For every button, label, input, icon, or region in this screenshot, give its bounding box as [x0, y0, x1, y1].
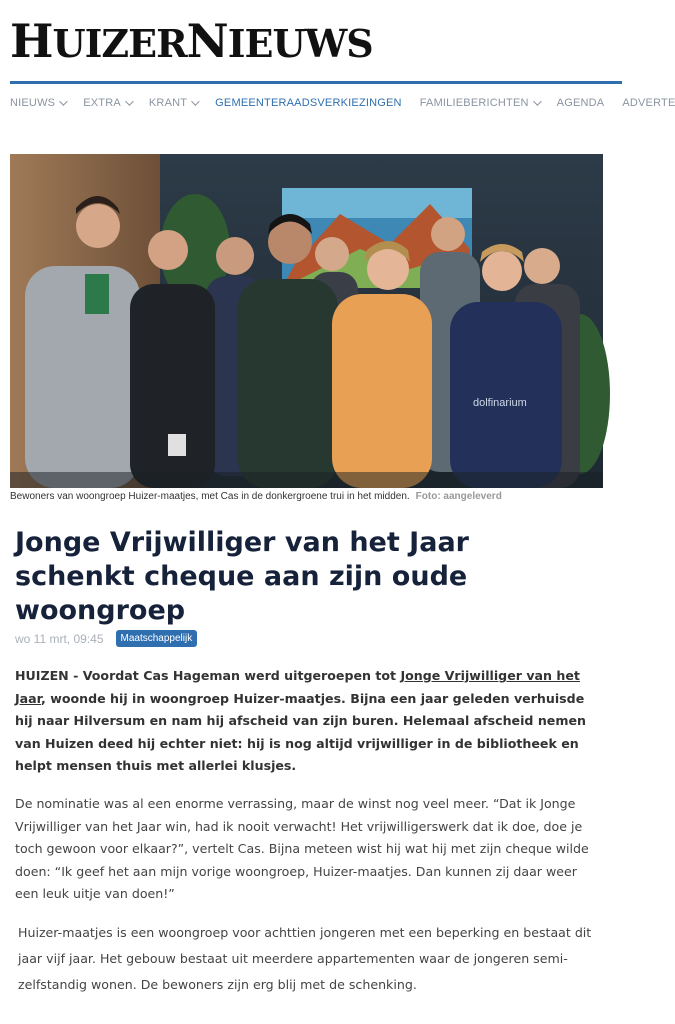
chevron-down-icon	[533, 97, 541, 105]
nav-label: ADVERTE	[622, 97, 675, 109]
nav-item-gemeenteraadsverkiezingen[interactable]	[215, 94, 402, 112]
article-paragraph-3: Huizer-maatjes is een woongroep voor achttien jongeren met een beperking en bestaat dit jaar vijf jaar. Het gebouw bestaat uit meerdere appartementen waar de jongeren semi-zelfstandig wonen. De bewoners zijn erg blij met de schenking.	[18, 925, 592, 992]
nav-label: KRANT	[148, 97, 188, 109]
chevron-down-icon	[125, 97, 133, 105]
logo-part-uizer: UIZER	[52, 21, 187, 66]
caption-text: Bewoners van woongroep Huizer-maatjes, met Cas in de donkergroene trui in het midden.	[10, 491, 410, 502]
nav-label: NIEUWS	[10, 97, 56, 109]
nav-divider	[10, 81, 622, 84]
article-lead	[15, 665, 590, 778]
article-meta	[15, 630, 197, 647]
photo-caption	[10, 491, 610, 502]
lead-text-end: , woonde hij in woongroep Huizer-maatjes. Bijna een jaar geleden verhuisde hij naar Hilversum en nam hij afscheid van zijn buren. Helemaal afscheid nemen van Huizen deed hij echter niet: hij is nog altijd vrijwilliger in de bibliotheek en helpt mensen thuis met allerlei klusjes.	[15, 690, 586, 774]
article-headline: Jonge Vrijwilliger van het Jaar schenkt cheque aan zijn oude woongroep	[15, 527, 469, 626]
logo-part-ieuws: IEUWS	[227, 21, 373, 66]
logo-letter-h: H	[10, 14, 53, 68]
main-navigation	[10, 94, 675, 112]
nav-item-advertenties[interactable]	[622, 94, 675, 112]
lead-text-start: HUIZEN - Voordat Cas Hageman werd uitgeroepen tot	[15, 668, 401, 683]
article-photo[interactable]	[10, 154, 603, 488]
chevron-down-icon	[191, 97, 199, 105]
nav-label: AGENDA	[556, 97, 605, 109]
photo-credit: Foto: aangeleverd	[415, 491, 502, 502]
nav-label: FAMILIEBERICHTEN	[419, 97, 529, 109]
nav-item-familieberichten[interactable]	[420, 94, 539, 112]
article-paragraph-2: De nominatie was al een enorme verrassing, maar de winst nog veel meer. “Dat ik Jonge Vrijwilliger van het Jaar win, had ik nooit verwacht! Het vrijwilligerswerk dat ik doe, doe je toch gewoon voor elkaar?”, vertelt Cas. Bijna meteen wist hij wat hij met zijn cheque wilde doen: “Ik geef het aan mijn vorige woongroep, Huizer-maatjes. Dan kunnen zij daar weer een leuk uitje van doen!”	[15, 796, 589, 902]
nav-item-nieuws[interactable]	[10, 94, 65, 112]
chevron-down-icon	[59, 97, 67, 105]
group-photo-illustration	[10, 154, 603, 488]
jonge-vrijwilliger-link[interactable]: Jonge Vrijwilliger van het Jaar	[15, 668, 580, 706]
nav-item-extra[interactable]	[83, 94, 131, 112]
publish-date: wo 11 mrt, 09:45	[15, 631, 104, 646]
logo-letter-n: N	[186, 14, 228, 68]
nav-item-krant[interactable]	[149, 94, 197, 112]
nav-label: GEMEENTERAADSVERKIEZINGEN	[215, 97, 402, 109]
shirt-print-text: dolfinarium	[473, 397, 527, 409]
site-logo[interactable]	[10, 14, 373, 68]
category-tag[interactable]: Maatschappelijk	[116, 630, 198, 647]
nav-item-agenda[interactable]	[557, 94, 605, 112]
nav-label: EXTRA	[83, 97, 121, 109]
